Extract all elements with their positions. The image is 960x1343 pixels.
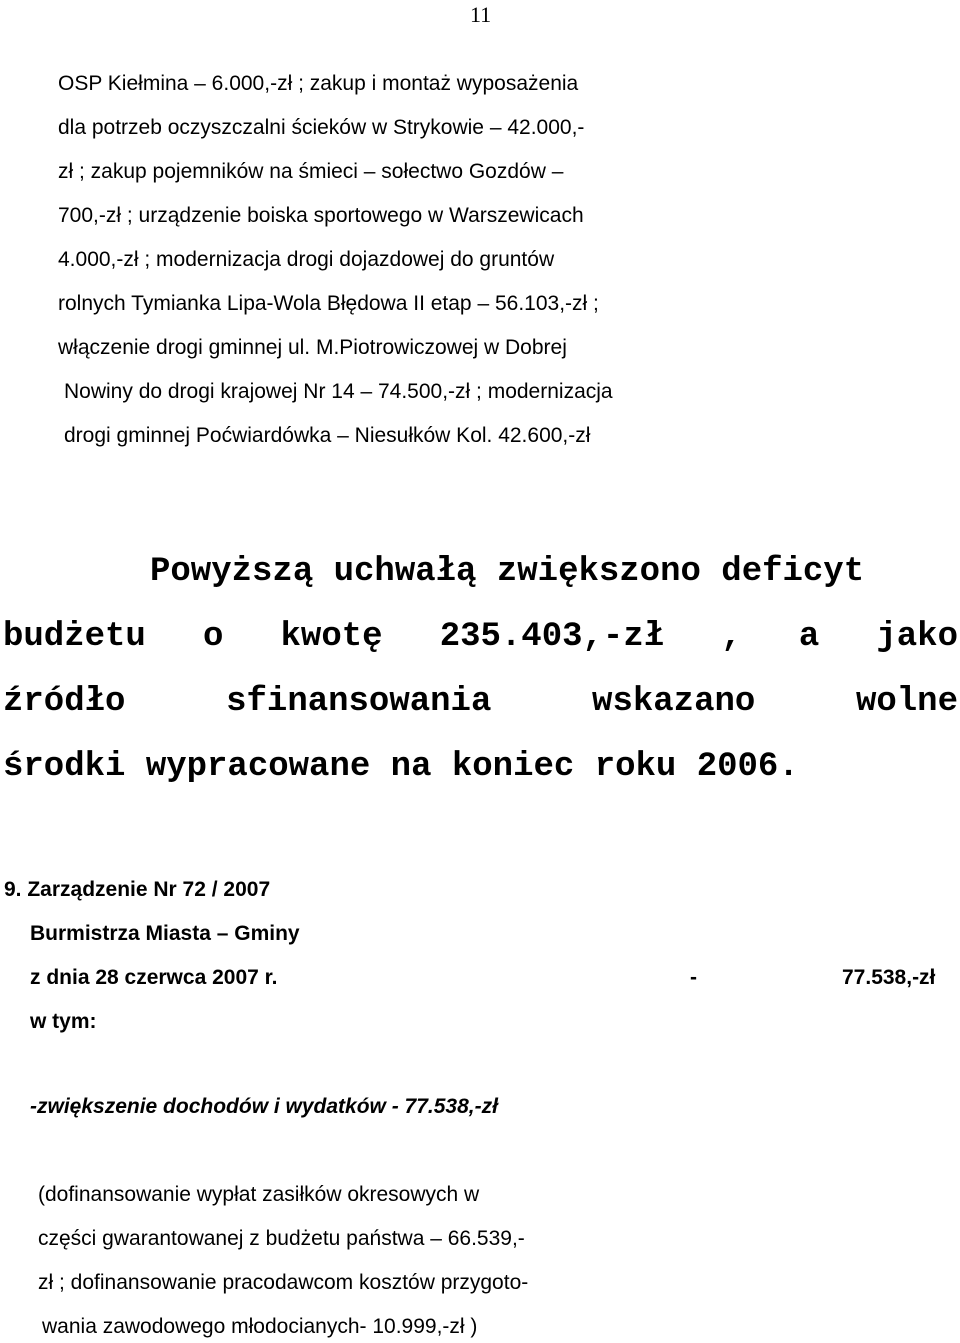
list-line: 4.000,-zł ; modernizacja drogi dojazdowej do gruntów [58, 248, 555, 271]
order-amount: 77.538,-zł [842, 966, 936, 989]
deficit-word: budżetu [3, 618, 146, 656]
deficit-word: 235.403,-zł [439, 618, 665, 656]
deficit-line-justified [3, 683, 958, 721]
details-line: części gwarantowanej z budżetu państwa – 66.539,- [38, 1227, 525, 1250]
list-line: rolnych Tymianka Lipa-Wola Błędowa II etap – 56.103,-zł ; [58, 292, 599, 315]
deficit-line: środki wypracowane na koniec roku 2006. [3, 748, 799, 786]
details-line: wania zawodowego młodocianych- 10.999,-zł ) [42, 1315, 478, 1338]
deficit-word: , [721, 618, 742, 656]
list-line: OSP Kiełmina – 6.000,-zł ; zakup i montaż wyposażenia [58, 72, 579, 95]
deficit-word: sfinansowania [226, 683, 492, 721]
details-line: zł ; dofinansowanie pracodawcom kosztów przygoto- [38, 1271, 529, 1294]
list-line: dla potrzeb oczyszczalni ścieków w Strykowie – 42.000,- [58, 116, 585, 139]
deficit-line-justified [3, 618, 958, 656]
deficit-word: źródło [3, 683, 126, 721]
order-dash: - [690, 966, 697, 989]
deficit-word: a [798, 618, 820, 656]
order-date: z dnia 28 czerwca 2007 r. [30, 966, 278, 989]
deficit-word: o [202, 618, 224, 656]
order-issuer: Burmistrza Miasta – Gminy [30, 922, 300, 945]
list-line: Nowiny do drogi krajowej Nr 14 – 74.500,-zł ; modernizacja [64, 380, 613, 403]
deficit-word: jako [876, 618, 958, 656]
list-line: zł ; zakup pojemników na śmieci – sołectwo Gozdów – [58, 160, 564, 183]
details-line: (dofinansowanie wypłat zasiłków okresowych w [38, 1183, 480, 1206]
deficit-line: Powyższą uchwałą zwiększono deficyt [150, 553, 865, 591]
list-line: włączenie drogi gminnej ul. M.Piotrowiczowej w Dobrej [58, 336, 567, 359]
order-increase: -zwiększenie dochodów i wydatków - 77.538,-zł [30, 1095, 498, 1118]
list-line: drogi gminnej Poćwiardówka – Niesułków Kol. 42.600,-zł [64, 424, 591, 447]
order-title: 9. Zarządzenie Nr 72 / 2007 [4, 878, 271, 901]
deficit-word: wolne [855, 683, 958, 721]
deficit-word: kwotę [280, 618, 383, 656]
page-number: 11 [470, 2, 492, 27]
list-line: 700,-zł ; urządzenie boiska sportowego w Warszewicach [58, 204, 584, 227]
deficit-word: wskazano [592, 683, 756, 721]
order-in-which: w tym: [30, 1010, 97, 1033]
